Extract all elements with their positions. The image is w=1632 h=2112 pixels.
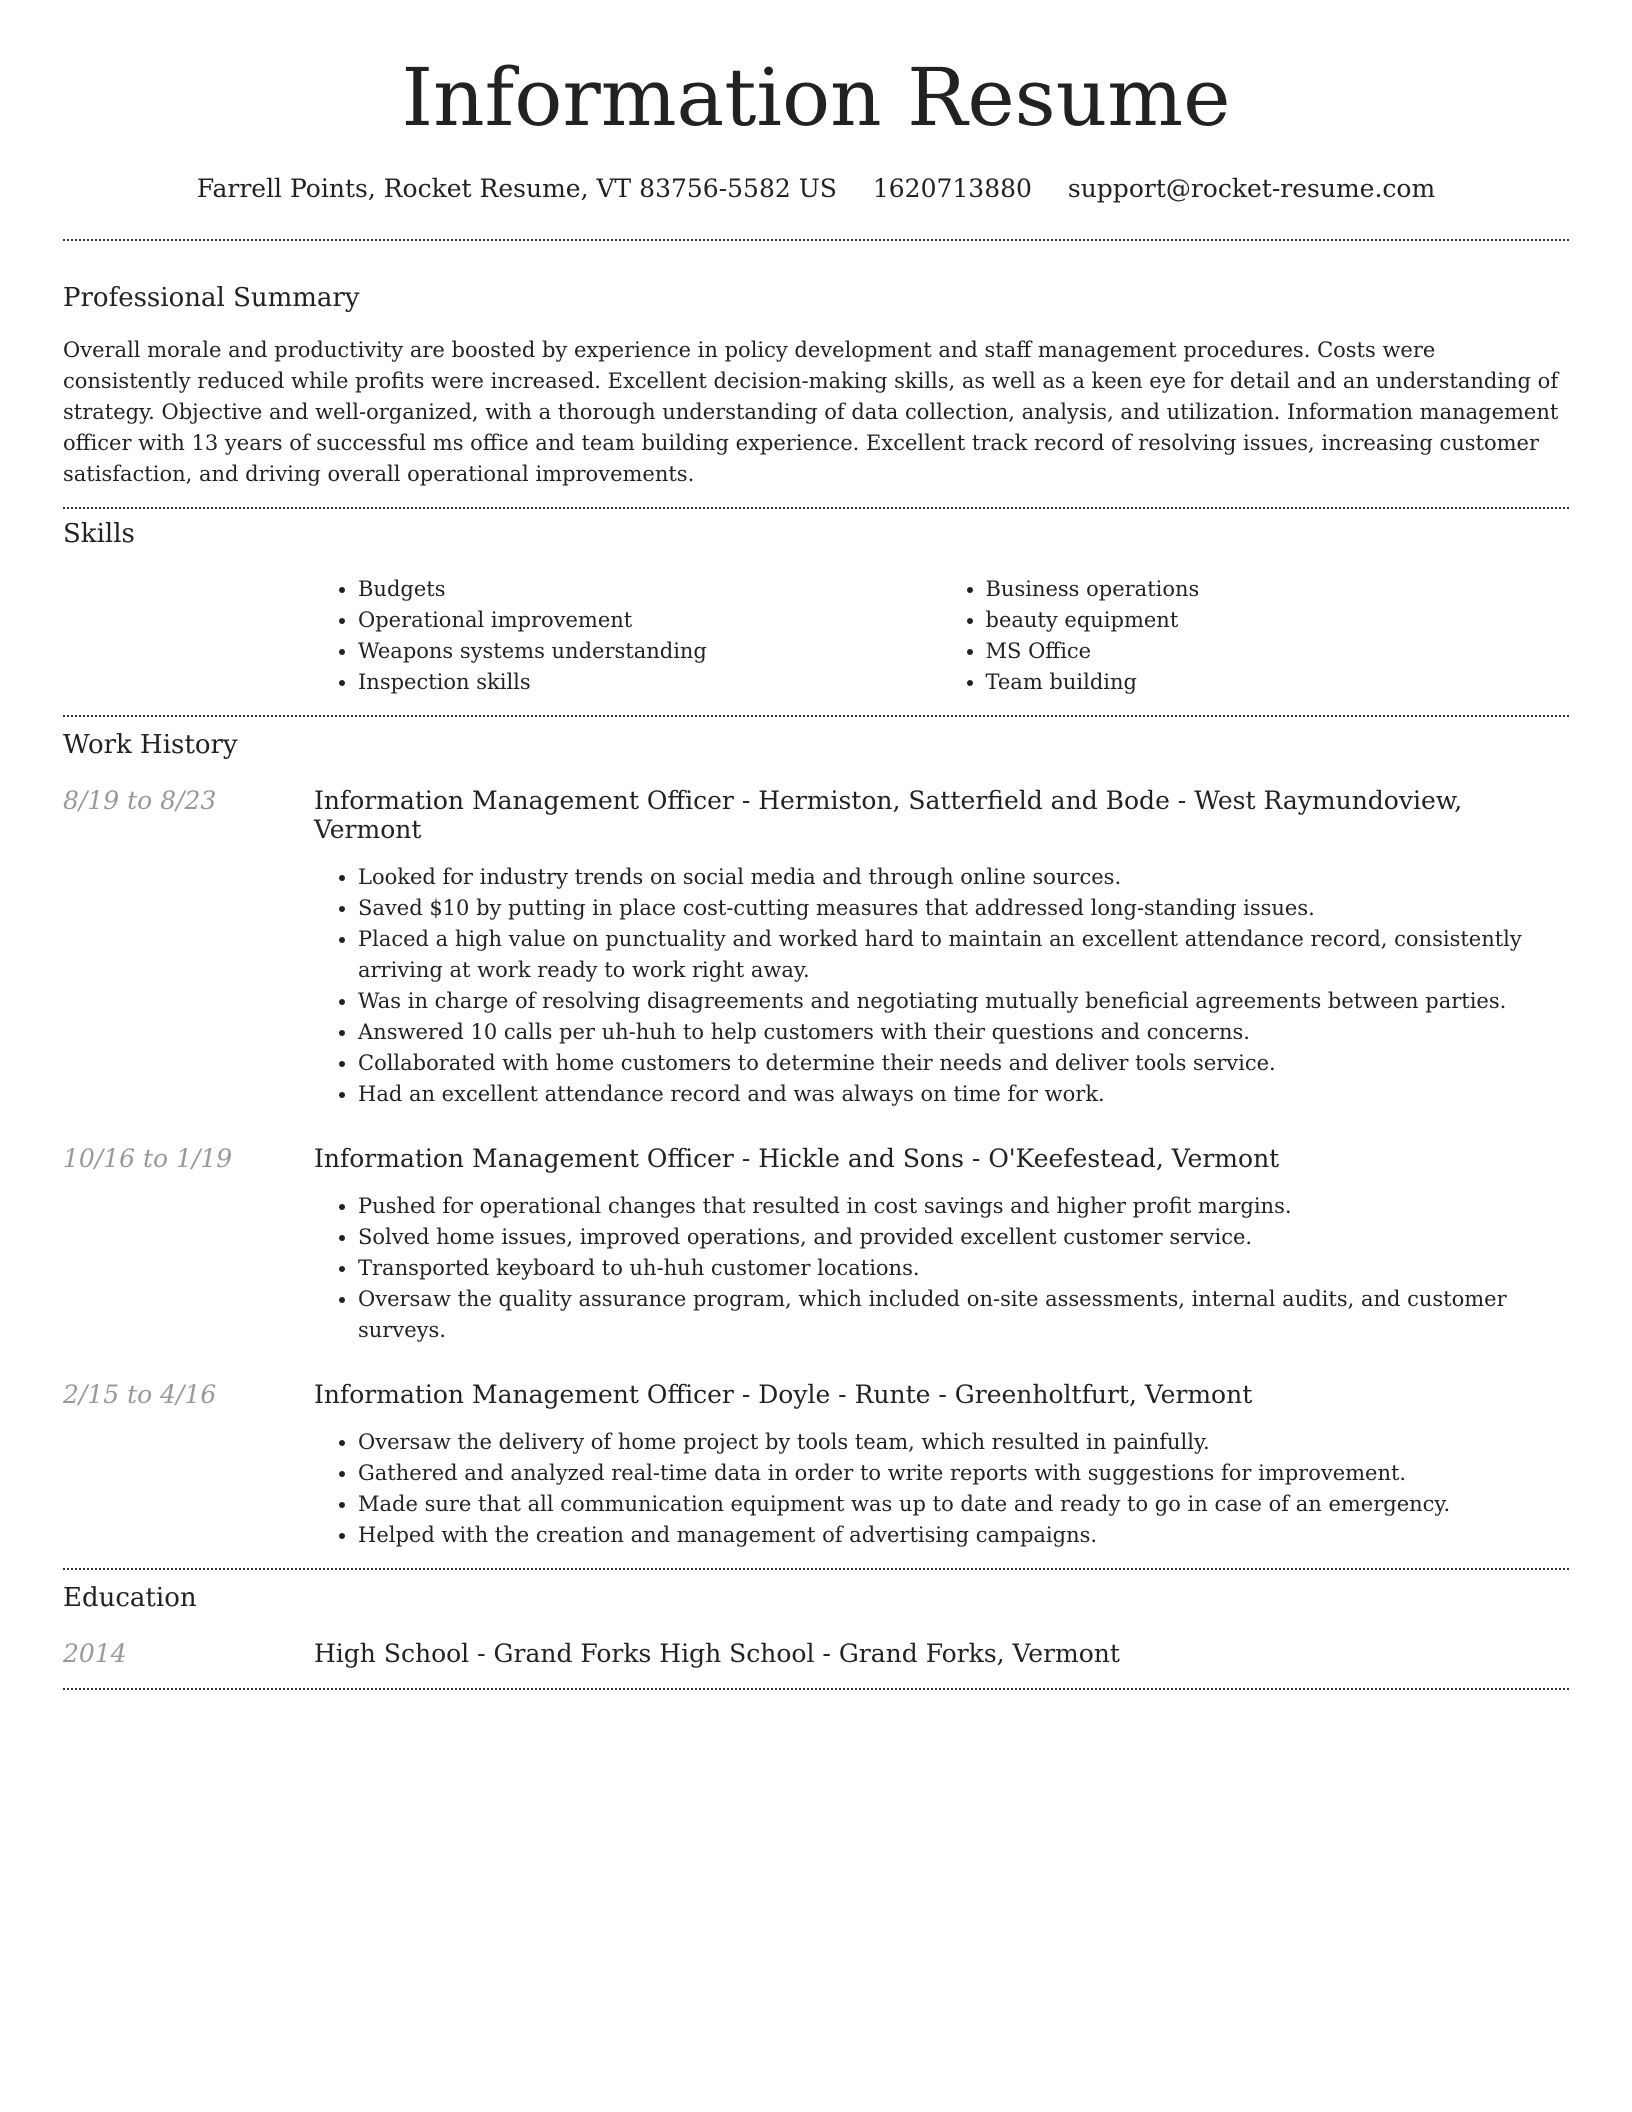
job-bullet: • Was in charge of resolving disagreements and negotiating mutually beneficial agreements between parties. <box>358 986 1569 1017</box>
skill-item: • Team building <box>986 667 1570 698</box>
skill-item: • Budgets <box>358 574 942 605</box>
summary-text: Overall morale and productivity are boosted by experience in policy development and staff management procedures. Costs were consistently reduced while profits were increased. Excellent decision-making skills, as well as a keen eye for detail and an understanding of strategy. Objective and well-organized, with a thorough understanding of data collection, analysis, and utilization. Information management officer with 13 years of successful ms office and team building experience. Excellent track record of resolving issues, increasing customer satisfaction, and driving overall operational improvements. <box>63 338 1559 486</box>
job-bullet: • Oversaw the delivery of home project by tools team, which resulted in painfully. <box>358 1427 1569 1458</box>
section-divider <box>63 507 1569 509</box>
job-bullet: • Made sure that all communication equipment was up to date and ready to go in case of an emergency. <box>358 1489 1569 1520</box>
skills-column-left <box>314 574 942 698</box>
job-bullet: • Solved home issues, improved operations, and provided excellent customer service. <box>358 1222 1569 1253</box>
resume-title: Information Resume <box>401 51 1231 144</box>
job-dates: 2/15 to 4/16 <box>63 1380 217 1409</box>
job-dates: 8/19 to 8/23 <box>63 786 217 815</box>
job-bullet: • Transported keyboard to uh-huh customer locations. <box>358 1253 1569 1284</box>
job-bullet: • Answered 10 calls per uh-huh to help customers with their questions and concerns. <box>358 1017 1569 1048</box>
skill-item: • Weapons systems understanding <box>358 636 942 667</box>
section-divider <box>63 1568 1569 1570</box>
job-bullet: • Saved $10 by putting in place cost-cutting measures that addressed long-standing issues. <box>358 893 1569 924</box>
job-bullet: • Gathered and analyzed real-time data in order to write reports with suggestions for improvement. <box>358 1458 1569 1489</box>
summary-heading: Professional Summary <box>63 283 360 313</box>
job-title: Information Management Officer - Hickle and Sons - O'Keefestead, Vermont <box>314 1144 1280 1173</box>
education-title: High School - Grand Forks High School - Grand Forks, Vermont <box>314 1639 1120 1668</box>
skill-item: • Operational improvement <box>358 605 942 636</box>
section-divider <box>63 1688 1569 1690</box>
job-bullet: • Placed a high value on punctuality and worked hard to maintain an excellent attendance record, consistently arriving at work ready to work right away. <box>358 924 1569 986</box>
education-date: 2014 <box>63 1639 127 1668</box>
job-title: Information Management Officer - Hermiston, Satterfield and Bode - West Raymundoview, Vermont <box>314 786 1463 844</box>
skill-item: • beauty equipment <box>986 605 1570 636</box>
skill-item: • Business operations <box>986 574 1570 605</box>
section-divider <box>63 239 1569 241</box>
job-entry <box>63 1380 1569 1409</box>
job-bullet: • Looked for industry trends on social media and through online sources. <box>358 862 1569 893</box>
job-title: Information Management Officer - Doyle - Runte - Greenholtfurt, Vermont <box>314 1380 1253 1409</box>
job-entry <box>63 1144 1569 1173</box>
skill-item: • Inspection skills <box>358 667 942 698</box>
education-heading: Education <box>63 1583 197 1613</box>
job-bullets <box>314 1191 1569 1346</box>
skills-column-right <box>942 574 1570 698</box>
job-bullets <box>314 862 1569 1110</box>
contact-address: Farrell Points, Rocket Resume, VT 83756-5582 US <box>196 174 837 203</box>
job-bullet: • Had an excellent attendance record and was always on time for work. <box>358 1079 1569 1110</box>
section-divider <box>63 715 1569 717</box>
work-heading: Work History <box>63 730 238 760</box>
job-bullet: • Helped with the creation and management of advertising campaigns. <box>358 1520 1569 1551</box>
contact-email: support@rocket-resume.com <box>1067 174 1436 203</box>
job-dates: 10/16 to 1/19 <box>63 1144 233 1173</box>
job-entry <box>63 786 1569 844</box>
contact-phone: 1620713880 <box>872 174 1032 203</box>
job-bullet: • Pushed for operational changes that resulted in cost savings and higher profit margins. <box>358 1191 1569 1222</box>
job-bullet: • Collaborated with home customers to determine their needs and deliver tools service. <box>358 1048 1569 1079</box>
skill-item: • MS Office <box>986 636 1570 667</box>
skills-heading: Skills <box>63 519 135 549</box>
job-bullet: • Oversaw the quality assurance program, which included on-site assessments, internal audits, and customer surveys. <box>358 1284 1569 1346</box>
job-bullets <box>314 1427 1569 1551</box>
contact-line <box>63 174 1569 203</box>
education-entry <box>63 1639 1569 1668</box>
skills-list <box>314 574 1569 698</box>
